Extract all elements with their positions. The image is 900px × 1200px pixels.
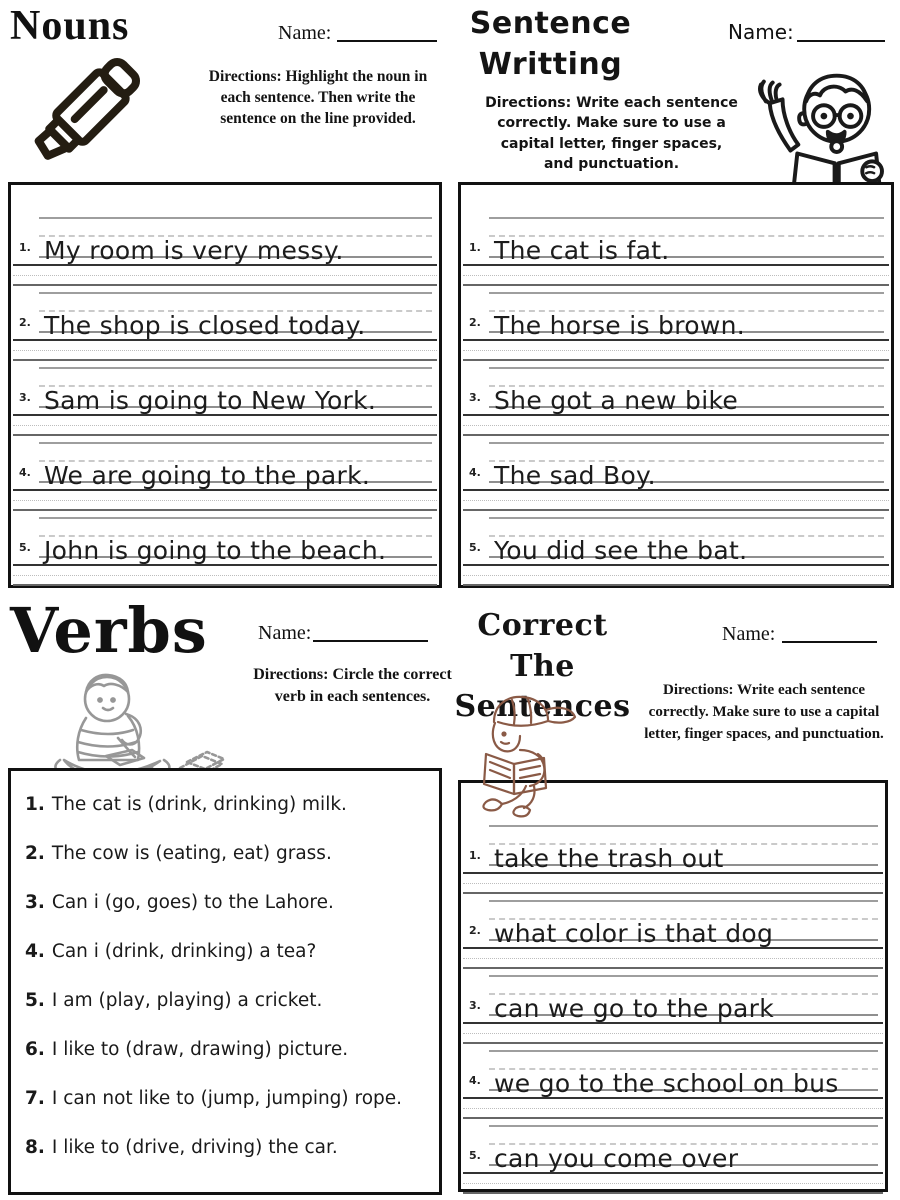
sentence-text: We are going to the park. [44, 461, 371, 490]
handwriting-guide-line [13, 425, 437, 426]
printed-sentence-row [11, 365, 439, 415]
blank-writing-line[interactable] [463, 339, 889, 361]
sentence-unit [11, 365, 439, 436]
title-text: Correct The Sentences [454, 608, 631, 724]
directions-text: Directions: Write each sentence correctly. Make sure to use a capital letter, finger spaces, and punctuation. [485, 95, 738, 172]
printed-sentence-row [11, 515, 439, 565]
item-text: I like to (drive, driving) the car. [51, 1137, 338, 1158]
sentence-text: what color is that dog [494, 919, 774, 948]
item-number: 3. [25, 892, 45, 913]
name-input-line[interactable] [797, 40, 885, 42]
verb-choice-item [25, 1088, 431, 1137]
item-text: I can not like to (jump, jumping) rope. [51, 1088, 403, 1109]
sentence-number: 2. [19, 316, 31, 329]
sentence-writing-worksheet [450, 0, 900, 600]
sentence-text: can you come over [494, 1144, 739, 1173]
sentence-unit [11, 440, 439, 511]
item-number: 7. [25, 1088, 45, 1109]
name-field [722, 623, 877, 646]
sentence-number: 3. [19, 391, 31, 404]
sentence-number: 1. [469, 241, 481, 254]
handwriting-guide-line [463, 425, 889, 426]
name-label: Name: [722, 623, 776, 645]
printed-sentence-row [11, 215, 439, 265]
nouns-worksheet [0, 0, 450, 600]
handwriting-guide-line [13, 575, 437, 576]
blank-writing-line[interactable] [463, 1097, 883, 1119]
sentence-text: The cat is fat. [494, 236, 670, 265]
printed-sentence-row [461, 440, 891, 490]
directions-text: Directions: Write each sentence correctly. Make sure to use a capital letter, finger spaces, and punctuation. [644, 682, 884, 742]
handwriting-guide-line [489, 367, 884, 369]
handwriting-guide-line [489, 825, 878, 827]
printed-sentence-row [461, 290, 891, 340]
sentence-unit [461, 515, 891, 586]
item-number: 8. [25, 1137, 45, 1158]
item-text: I like to (draw, drawing) picture. [51, 1039, 349, 1060]
printed-sentence-row [11, 290, 439, 340]
sentence-unit [461, 898, 885, 969]
sentence-number: 3. [469, 999, 481, 1012]
blank-writing-line[interactable] [13, 564, 437, 586]
sentence-text: can we go to the park [494, 994, 775, 1023]
name-field [278, 22, 437, 45]
sentence-number: 2. [469, 924, 481, 937]
item-number: 6. [25, 1039, 45, 1060]
sentence-unit [461, 440, 891, 511]
verb-choice-item [25, 1039, 431, 1088]
handwriting-guide-line [39, 217, 432, 219]
item-text: I am (play, playing) a cricket. [51, 990, 323, 1011]
handwriting-guide-line [463, 1033, 883, 1034]
sentence-number: 4. [469, 466, 481, 479]
name-input-line[interactable] [782, 641, 877, 643]
correct-sentences-worksheet [450, 600, 900, 1200]
handwriting-guide-line [39, 517, 432, 519]
nouns-title: Nouns [10, 3, 130, 49]
sentence-number: 4. [19, 466, 31, 479]
item-number: 2. [25, 843, 45, 864]
name-field [728, 20, 885, 44]
blank-writing-line[interactable] [463, 489, 889, 511]
sentence-unit [461, 973, 885, 1044]
sentence-unit [11, 290, 439, 361]
sentence-unit [11, 215, 439, 286]
boy-raising-hand-icon [742, 56, 892, 184]
blank-writing-line[interactable] [13, 414, 437, 436]
sentence-unit [11, 515, 439, 586]
nouns-sentence-box [8, 182, 442, 588]
sentence-unit [461, 215, 891, 286]
handwriting-guide-line [463, 883, 883, 884]
handwriting-guide-line [489, 292, 884, 294]
handwriting-guide-line [489, 517, 884, 519]
handwriting-guide-line [463, 350, 889, 351]
correct-sentences-box [458, 780, 888, 1192]
verb-choice-item [25, 843, 431, 892]
sentence-text: The shop is closed today. [44, 311, 366, 340]
verb-choice-item [25, 794, 431, 843]
sentence-number: 1. [469, 849, 481, 862]
sentence-number: 5. [469, 541, 481, 554]
item-number: 1. [25, 794, 45, 815]
printed-sentence-row [461, 973, 885, 1023]
handwriting-guide-line [463, 575, 889, 576]
blank-writing-line[interactable] [13, 264, 437, 286]
item-text: The cow is (eating, eat) grass. [51, 843, 332, 864]
sentence-unit [461, 1123, 885, 1194]
handwriting-guide-line [489, 442, 884, 444]
handwriting-guide-line [39, 367, 432, 369]
handwriting-guide-line [13, 350, 437, 351]
name-input-line[interactable] [337, 40, 437, 42]
sentence-text: My room is very messy. [44, 236, 344, 265]
printed-sentence-row [461, 1123, 885, 1173]
handwriting-guide-line [489, 975, 878, 977]
item-text: Can i (go, goes) to the Lahore. [51, 892, 334, 913]
sentence-number: 3. [469, 391, 481, 404]
name-input-line[interactable] [313, 640, 428, 642]
boy-reading-walking-icon [468, 692, 580, 818]
sentence-number: 5. [469, 1149, 481, 1162]
highlighter-marker-icon [4, 56, 164, 182]
sentence-number: 5. [19, 541, 31, 554]
sentence-number: 2. [469, 316, 481, 329]
name-label: Name: [258, 622, 312, 644]
sentence-text: we go to the school on bus [494, 1069, 839, 1098]
blank-writing-line[interactable] [463, 264, 889, 286]
blank-writing-line[interactable] [13, 339, 437, 361]
handwriting-guide-line [489, 217, 884, 219]
item-number: 5. [25, 990, 45, 1011]
handwriting-guide-line [463, 1183, 883, 1184]
handwriting-guide-line [13, 275, 437, 276]
printed-sentence-row [11, 440, 439, 490]
sentence-text: John is going to the beach. [44, 536, 387, 565]
verb-choice-item [25, 892, 431, 941]
verbs-list-box [8, 768, 442, 1195]
verbs-title: Verbs [10, 594, 208, 667]
handwriting-guide-line [489, 900, 878, 902]
handwriting-guide-line [463, 1108, 883, 1109]
blank-writing-line[interactable] [463, 1172, 883, 1194]
sentence-writing-title [458, 4, 643, 85]
blank-writing-line[interactable] [463, 947, 883, 969]
blank-writing-line[interactable] [463, 414, 889, 436]
directions-text: Directions: Highlight the noun in each sentence. Then write the sentence on the line provided. [208, 68, 428, 128]
blank-writing-line[interactable] [463, 1022, 883, 1044]
sentence-unit [461, 1048, 885, 1119]
name-label: Name: [278, 22, 332, 44]
sentence-unit [461, 823, 885, 894]
blank-writing-line[interactable] [13, 489, 437, 511]
verbs-worksheet [0, 594, 452, 1200]
blank-writing-line[interactable] [463, 564, 889, 586]
verb-choice-item [25, 1137, 431, 1186]
verb-choice-item [25, 941, 431, 990]
item-number: 4. [25, 941, 45, 962]
printed-sentence-row [461, 215, 891, 265]
sentence-text: Sam is going to New York. [44, 386, 377, 415]
printed-sentence-row [461, 823, 885, 873]
item-text: The cat is (drink, drinking) milk. [51, 794, 347, 815]
directions-text: Directions: Circle the correct verb in each sentences. [253, 666, 452, 706]
handwriting-guide-line [463, 500, 889, 501]
handwriting-guide-line [39, 292, 432, 294]
sentence-text: You did see the bat. [494, 536, 748, 565]
name-field [258, 622, 428, 645]
sentence-text: The horse is brown. [494, 311, 745, 340]
name-label: Name: [728, 20, 794, 44]
item-text: Can i (drink, drinking) a tea? [51, 941, 317, 962]
printed-sentence-row [461, 1048, 885, 1098]
handwriting-guide-line [463, 275, 889, 276]
handwriting-guide-line [489, 1050, 878, 1052]
sentence-text: She got a new bike [494, 386, 739, 415]
sentence-text: take the trash out [494, 844, 724, 873]
sentence-writing-box [458, 182, 894, 588]
verb-choice-item [25, 990, 431, 1039]
blank-writing-line[interactable] [463, 872, 883, 894]
handwriting-guide-line [13, 500, 437, 501]
handwriting-guide-line [463, 958, 883, 959]
printed-sentence-row [461, 515, 891, 565]
sentence-unit [461, 365, 891, 436]
sentence-number: 1. [19, 241, 31, 254]
handwriting-guide-line [489, 1125, 878, 1127]
printed-sentence-row [461, 898, 885, 948]
sentence-text: The sad Boy. [494, 461, 656, 490]
sentence-number: 4. [469, 1074, 481, 1087]
printed-sentence-row [461, 365, 891, 415]
handwriting-guide-line [39, 442, 432, 444]
title-text: Sentence Writting [469, 6, 632, 82]
sentence-unit [461, 290, 891, 361]
